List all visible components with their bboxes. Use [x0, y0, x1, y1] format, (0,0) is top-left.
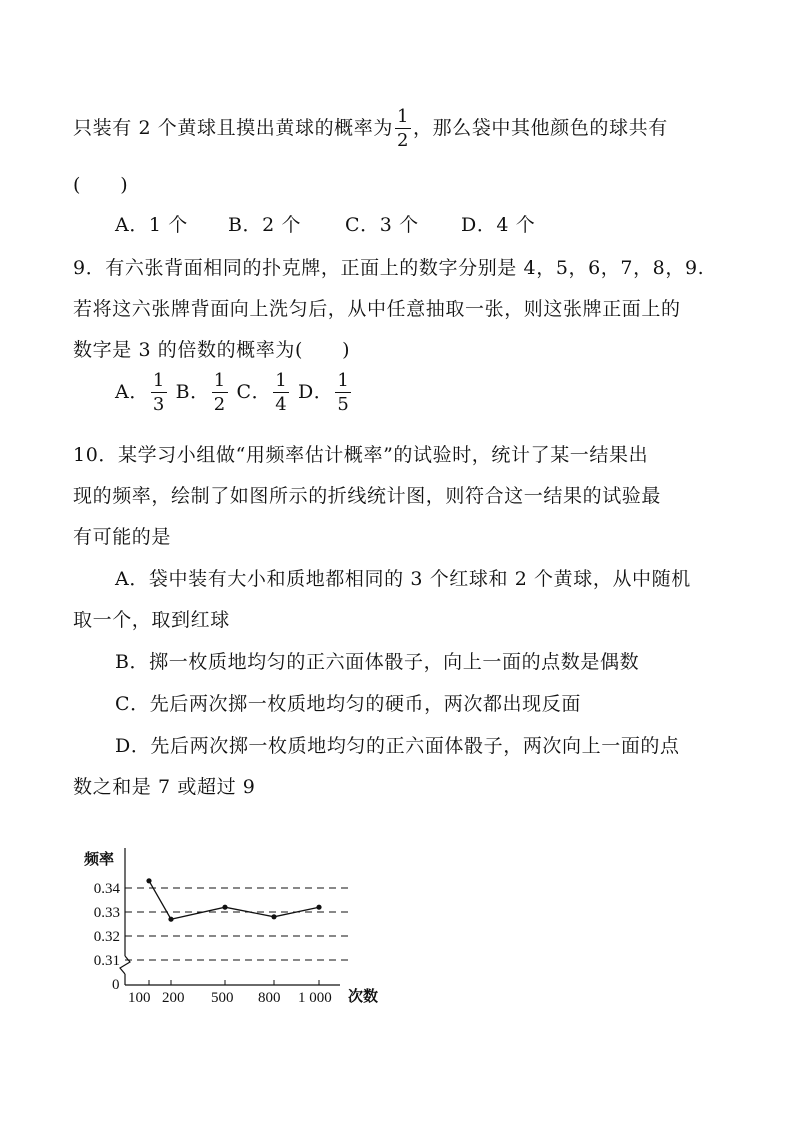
- y-tick-label-1: 0.32: [93, 929, 120, 945]
- chart-labels: [84, 850, 378, 1006]
- q10-option-a-line2: 取一个，取到红球: [73, 609, 230, 631]
- y-axis-label: 频率: [84, 852, 115, 868]
- q9-option-b: [175, 370, 230, 415]
- q8-text-before: 只装有 2 个黄球且摸出黄球的概率为: [73, 117, 393, 139]
- q9-option-a-fraction: [151, 372, 167, 414]
- data-point-3: [271, 914, 276, 919]
- x-tick-label-0: 100: [128, 990, 151, 1006]
- q10-option-b: B．掷一枚质地均匀的正六面体骰子，向上一面的点数是偶数: [115, 651, 640, 673]
- series-line: [149, 881, 319, 919]
- y-tick-label-2: 0.33: [93, 905, 120, 921]
- q8-fraction-den: 2: [396, 130, 410, 151]
- data-point-0: [146, 878, 151, 883]
- q9-option-a-den: 3: [152, 394, 165, 415]
- q10-line3: 有可能的是: [73, 526, 172, 548]
- q9-line2: 若将这六张牌背面向上洗匀后，从中任意抽取一张，则这张牌正面上的: [73, 298, 681, 320]
- q10-option-a-line1: A．袋中装有大小和质地都相同的 3 个红球和 2 个黄球，从中随机: [115, 568, 691, 590]
- q8-text-after: ，那么袋中其他颜色的球共有: [413, 117, 668, 139]
- x-tick-label-3: 800: [258, 990, 281, 1006]
- q9-option-b-den: 2: [213, 394, 226, 415]
- data-point-1: [168, 917, 173, 922]
- q9-options: [115, 372, 353, 414]
- q9-option-c-label: C．: [236, 381, 272, 403]
- q9-option-c: [236, 370, 292, 415]
- q10-option-c: C．先后两次掷一枚质地均匀的硬币，两次都出现反面: [115, 693, 581, 715]
- q8-option-c: C．3 个: [345, 214, 419, 236]
- q8-fraction-num: 1: [396, 106, 410, 127]
- q10-line1: 10．某学习小组做“用频率估计概率”的试验时，统计了某一结果出: [73, 444, 649, 466]
- chart-series: [146, 878, 321, 922]
- x-tick-label-4: 1 000: [298, 990, 332, 1006]
- x-tick-label-2: 500: [211, 990, 234, 1006]
- q8-option-a: A．1 个: [115, 214, 188, 236]
- q9-option-d-label: D．: [297, 381, 334, 403]
- q9-option-d-den: 5: [337, 394, 350, 415]
- data-point-2: [222, 905, 227, 910]
- q8-bracket: ( ): [73, 174, 129, 196]
- q8-options: [115, 210, 535, 237]
- q10-option-d-line2: 数之和是 7 或超过 9: [73, 776, 256, 798]
- x-axis-label: 次数: [348, 989, 379, 1005]
- q9-option-d-num: 1: [337, 370, 350, 391]
- origin-label: 0: [112, 977, 120, 993]
- q9-option-d-fraction: [335, 372, 351, 414]
- y-tick-label-3: 0.34: [93, 881, 120, 897]
- q10-option-d-line1: D．先后两次掷一枚质地均匀的正六面体骰子，两次向上一面的点: [115, 735, 680, 757]
- y-tick-label-0: 0.31: [93, 953, 120, 969]
- q9-option-a-num: 1: [152, 370, 165, 391]
- q9-line1: 9．有六张背面相同的扑克牌，正面上的数字分别是 4，5，6，7，8，9.: [73, 257, 705, 279]
- frequency-line-chart: [70, 838, 400, 1018]
- q8-fraction: [395, 108, 411, 150]
- q9-line3: 数字是 3 的倍数的概率为( ): [73, 339, 351, 361]
- q9-option-b-label: B．: [175, 381, 210, 403]
- q9-option-b-fraction: [212, 372, 228, 414]
- q9-option-c-den: 4: [275, 394, 288, 415]
- q8-option-b: B．2 个: [228, 214, 302, 236]
- q9-option-b-num: 1: [213, 370, 226, 391]
- q9-option-c-num: 1: [275, 370, 288, 391]
- q9-option-d: [297, 370, 354, 415]
- chart-axes: [120, 848, 340, 985]
- q10-line2: 现的频率，绘制了如图所示的折线统计图，则符合这一结果的试验最: [73, 485, 662, 507]
- q8-option-d: D．4 个: [461, 214, 536, 236]
- y-axis-break: [120, 956, 130, 974]
- x-tick-label-1: 200: [162, 990, 185, 1006]
- q9-option-c-fraction: [273, 372, 289, 414]
- data-point-4: [316, 905, 321, 910]
- q9-option-a-label: A．: [115, 381, 149, 403]
- q8-line1: [73, 108, 668, 150]
- q9-option-a: [115, 370, 169, 415]
